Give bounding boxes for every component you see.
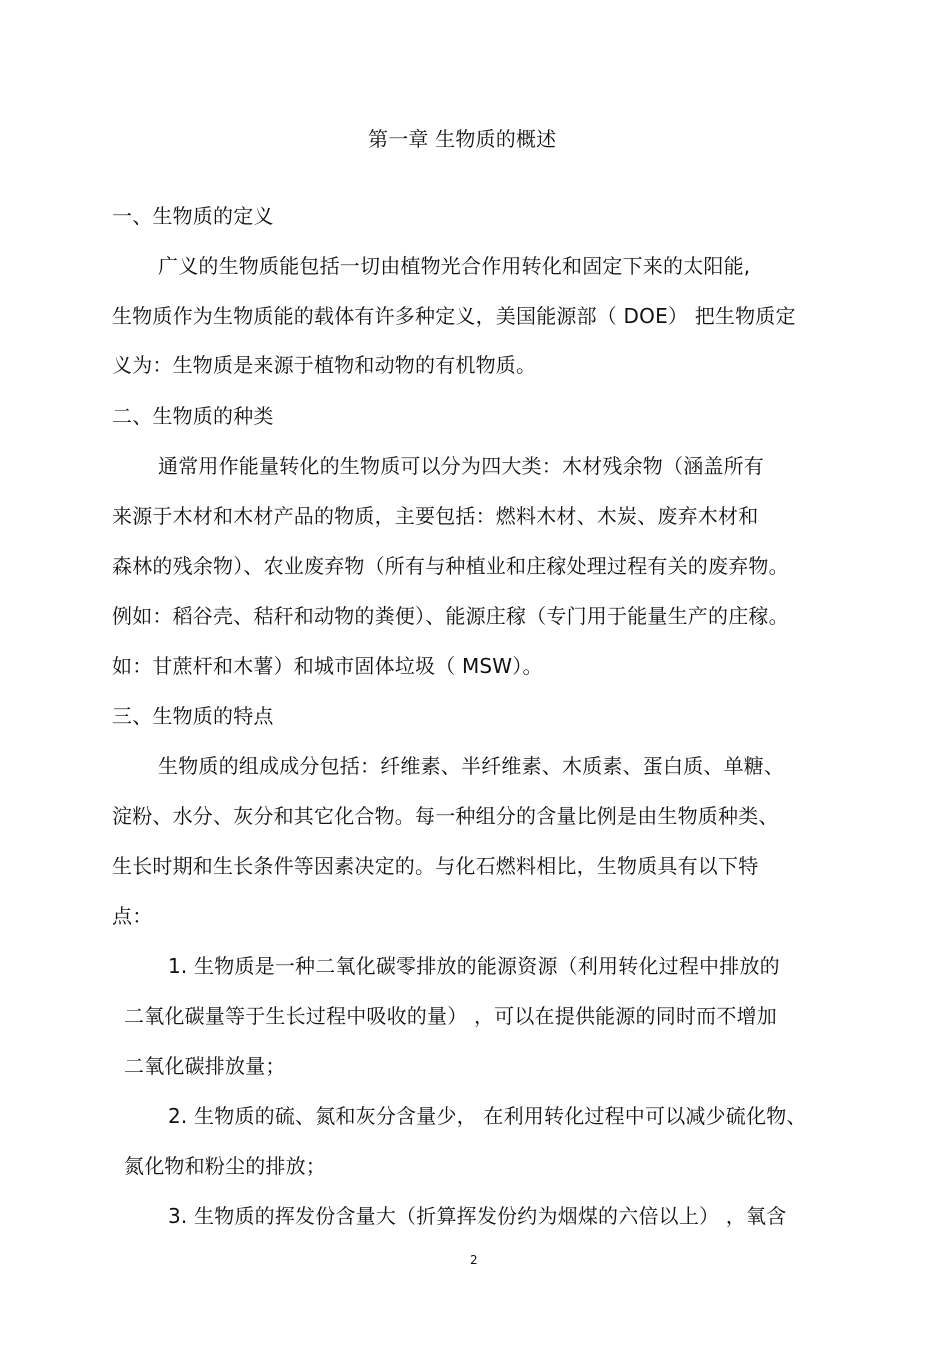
paragraph-line: 来源于木材和木材产品的物质，主要包括：燃料木材、木炭、废弃木材和: [112, 504, 759, 528]
paragraph-line: 生物质的组成成分包括：纤维素、半纤维素、木质素、蛋白质、单糖、: [158, 754, 785, 778]
paragraph-line: 生物质作为生物质能的载体有许多种定义，美国能源部（ DOE） 把生物质定: [112, 304, 796, 328]
paragraph-line: 广义的生物质能包括一切由植物光合作用转化和固定下来的太阳能,: [158, 254, 751, 278]
paragraph-line: 通常用作能量转化的生物质可以分为四大类：木材残余物（涵盖所有: [158, 454, 764, 478]
section-heading-features: 三、生物质的特点: [112, 704, 274, 728]
list-item-line: 氮化物和粉尘的排放；: [124, 1154, 326, 1178]
list-item-line: 3. 生物质的挥发份含量大（折算挥发份约为烟煤的六倍以上） ，氧含: [168, 1204, 787, 1228]
paragraph-line: 森林的残余物）、农业废弃物（所有与种植业和庄稼处理过程有关的废弃物。: [112, 554, 789, 578]
chapter-title: 第一章 生物质的概述: [368, 127, 557, 151]
section-heading-types: 二、生物质的种类: [112, 404, 274, 428]
list-item-line: 2. 生物质的硫、氮和灰分含量少， 在利用转化过程中可以减少硫化物、: [168, 1104, 807, 1128]
paragraph-line: 点：: [112, 904, 153, 928]
paragraph-line: 例如：稻谷壳、秸秆和动物的粪便）、能源庄稼（专门用于能量生产的庄稼。: [112, 604, 789, 628]
list-item-line: 二氧化碳量等于生长过程中吸收的量） ，可以在提供能源的同时而不增加: [124, 1004, 777, 1028]
section-heading-definition: 一、生物质的定义: [112, 204, 274, 228]
list-item-line: 二氧化碳排放量；: [124, 1054, 286, 1078]
page-number: 2: [470, 1253, 478, 1267]
paragraph-line: 淀粉、水分、灰分和其它化合物。每一种组分的含量比例是由生物质种类、: [112, 804, 779, 828]
paragraph-line: 生长时期和生长条件等因素决定的。与化石燃料相比，生物质具有以下特: [112, 854, 759, 878]
list-item-line: 1. 生物质是一种二氧化碳零排放的能源资源（利用转化过程中排放的: [168, 954, 780, 978]
paragraph-line: 义为：生物质是来源于植物和动物的有机物质。: [112, 353, 537, 377]
paragraph-line: 如：甘蔗杆和木薯）和城市固体垃圾（ MSW）。: [112, 654, 543, 678]
